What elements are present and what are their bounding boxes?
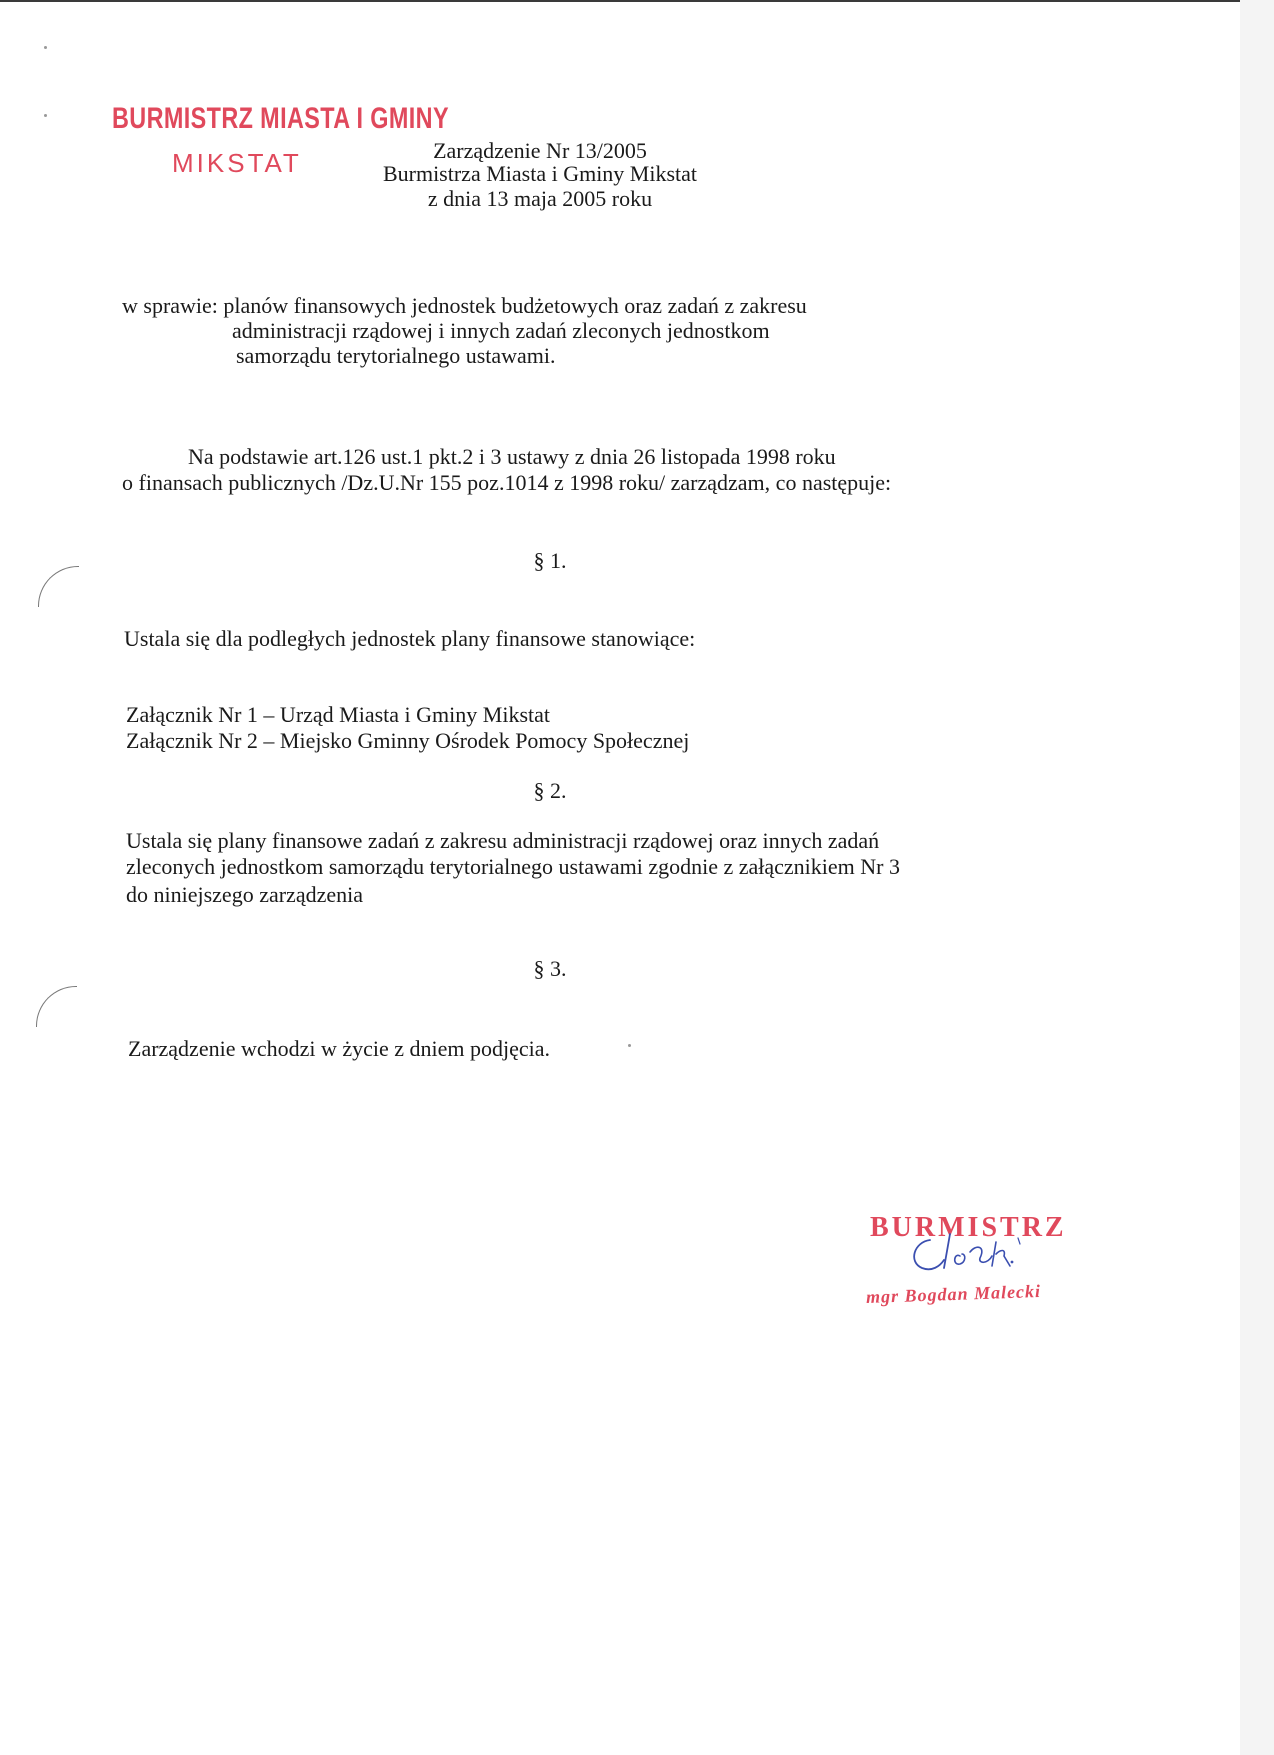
attachment-1: Załącznik Nr 1 – Urząd Miasta i Gminy Mikstat [126,702,551,727]
signature-stamp-title: BURMISTRZ [870,1212,1067,1243]
attachment-2: Załącznik Nr 2 – Miejsko Gminny Ośrodek Pomocy Społecznej [126,728,690,753]
signature-stamp-name: mgr Bogdan Malecki [865,1280,1042,1308]
section-2-line1: Ustala się plany finansowe zadań z zakresu administracji rządowej oraz innych zadań [126,828,880,853]
office-stamp [100,102,449,192]
section-1-heading: § 1. [533,548,567,573]
header-title: Zarządzenie Nr 13/2005 [433,138,647,163]
section-2-heading: § 2. [533,778,567,803]
scan-speck [44,46,47,49]
subject-line2: administracji rządowej i innych zadań zleconych jednostkom [232,318,770,343]
scan-top-edge [0,0,1240,2]
binder-hole-mark [36,986,77,1027]
subject-line3: samorządu terytorialnego ustawami. [236,343,556,368]
section-3-heading: § 3. [533,956,567,981]
scan-speck [628,1044,631,1047]
section-1-text: Ustala się dla podległych jednostek plany finansowe stanowiące: [124,626,696,651]
scan-speck [44,114,47,117]
header-issuer: Burmistrza Miasta i Gminy Mikstat [382,161,698,186]
handwritten-signature [900,1222,1030,1282]
section-3-text: Zarządzenie wchodzi w życie z dniem podjęcia. [128,1036,551,1061]
binder-hole-mark [38,566,79,607]
subject-line1: w sprawie: planów finansowych jednostek budżetowych oraz zadań z zakresu [122,293,807,318]
header-date: z dnia 13 maja 2005 roku [427,186,653,211]
basis-line2: o finansach publicznych /Dz.U.Nr 155 poz.1014 z 1998 roku/ zarządzam, co następuje: [122,470,892,495]
scan-right-edge [1240,0,1274,1755]
section-2-line3: do niniejszego zarządzenia [126,882,363,907]
office-stamp-line2: MIKSTAT [172,148,302,178]
office-stamp-line1: BURMISTRZ MIASTA I GMINY [112,102,449,135]
signature-stamp [860,1212,1100,1322]
section-2-line2: zleconych jednostkom samorządu terytorialnego ustawami zgodnie z załącznikiem Nr 3 [126,854,900,879]
basis-line1: Na podstawie art.126 ust.1 pkt.2 i 3 ustawy z dnia 26 listopada 1998 roku [188,444,836,469]
